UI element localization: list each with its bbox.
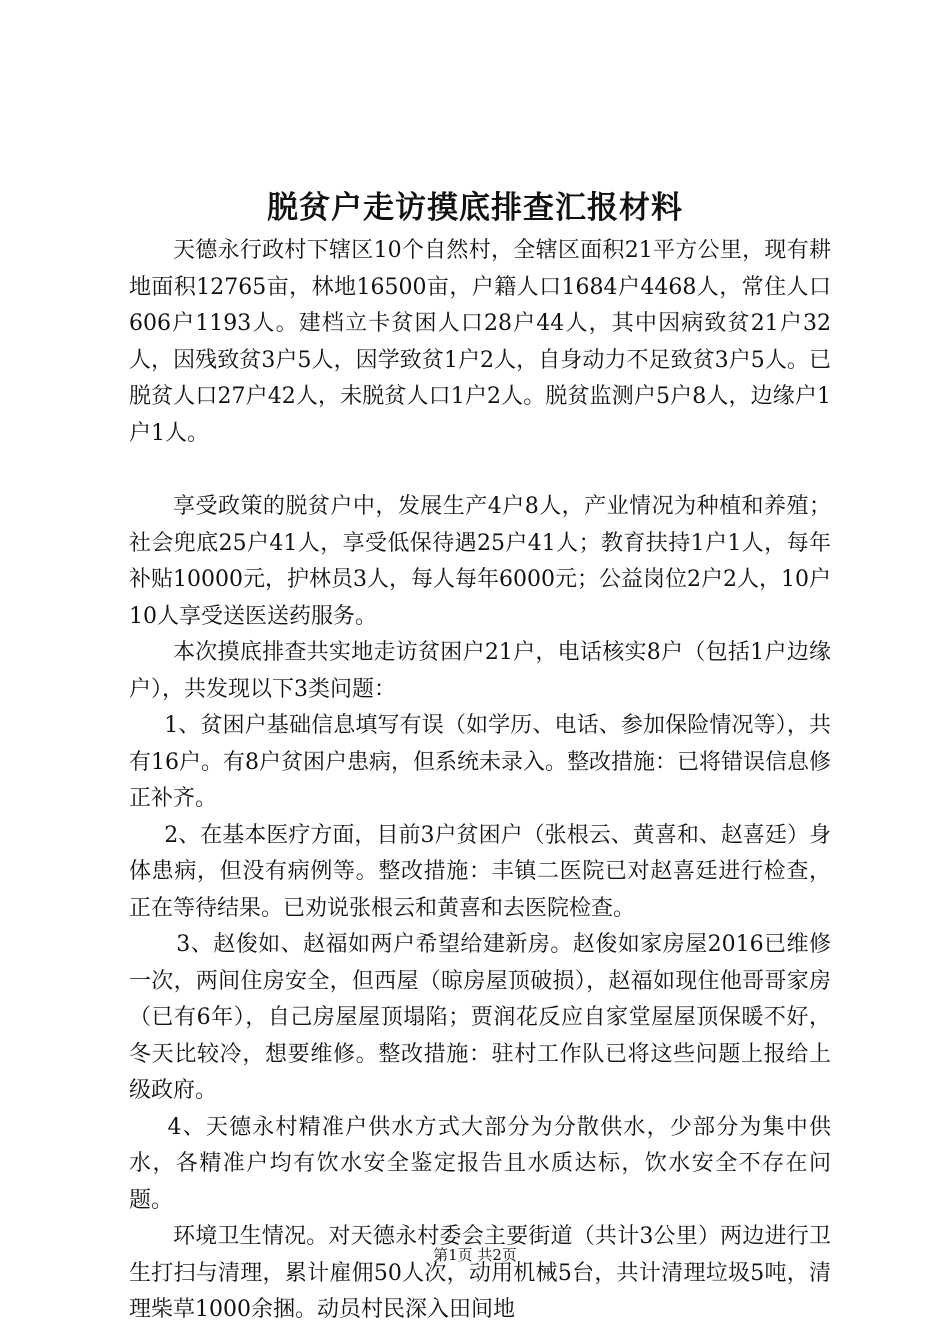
- paragraph-policy-benefits: 享受政策的脱贫户中，发展生产4户8人，产业情况为种植和养殖；社会兜底25户41人，享受低保待遇25户41人；教育扶持1户1人，每年补贴10000元，护林员3人，每人每年6000元；公益岗位2户2人，10户10人享受送医送药服务。: [129, 494, 831, 629]
- paragraph-environment: 环境卫生情况。对天德永村委会主要街道（共计3公里）两边进行卫生打扫与清理，累计雇佣50人次，动用机械5台，共计清理垃圾5吨，清理柴草1000余捆。动员村民深入田间地: [129, 1224, 831, 1322]
- paragraph-issue-2: 2、在基本医疗方面，目前3户贫困户（张根云、黄喜和、赵喜廷）身体患病，但没有病例等。整改措施：丰镇二医院已对赵喜廷进行检查，正在等待结果。已劝说张根云和黄喜和去医院检查。: [129, 822, 831, 921]
- document-body: [129, 233, 831, 1329]
- paragraph-village-overview: 天德永行政村下辖区10个自然村，全辖区面积21平方公里，现有耕地面积12765亩，林地16500亩，户籍人口1684户4468人，常住人口606户1193人。建档立卡贫困人口28户44人，其中因病致贫21户32人，因残致贫3户5人，因学致贫1户2人，自身动力不足致贫3户5人。已脱贫人口27户42人，未脱贫人口1户2人。脱贫监测户5户8人，边缘户1户1人。: [129, 238, 831, 446]
- document-title: 脱贫户走访摸底排查汇报材料: [267, 190, 683, 226]
- paragraph-survey-summary: 本次摸底排查共实地走访贫困户21户，电话核实8户（包括1户边缘户），共发现以下3类问题：: [129, 640, 831, 702]
- page-footer: 第1页 共2页: [433, 1246, 517, 1264]
- paragraph-issue-4: 4、天德永村精准户供水方式大部分为分散供水，少部分为集中供水，各精准户均有饮水安全鉴定报告且水质达标，饮水安全不存在问题。: [129, 1114, 831, 1213]
- paragraph-issue-1: 1、贫困户基础信息填写有误（如学历、电话、参加保险情况等），共有16户。有8户贫困户患病，但系统未录入。整改措施：已将错误信息修正补齐。: [129, 713, 831, 811]
- paragraph-issue-3: 3、赵俊如、赵福如两户希望给建新房。赵俊如家房屋2016已维修一次，两间住房安全，但西屋（晾房屋顶破损），赵福如现住他哥哥家房（已有6年），自己房屋屋顶塌陷；贾润花反应自家堂屋屋顶保暖不好，冬天比较冷，想要维修。整改措施：驻村工作队已将这些问题上报给上级政府。: [129, 932, 831, 1103]
